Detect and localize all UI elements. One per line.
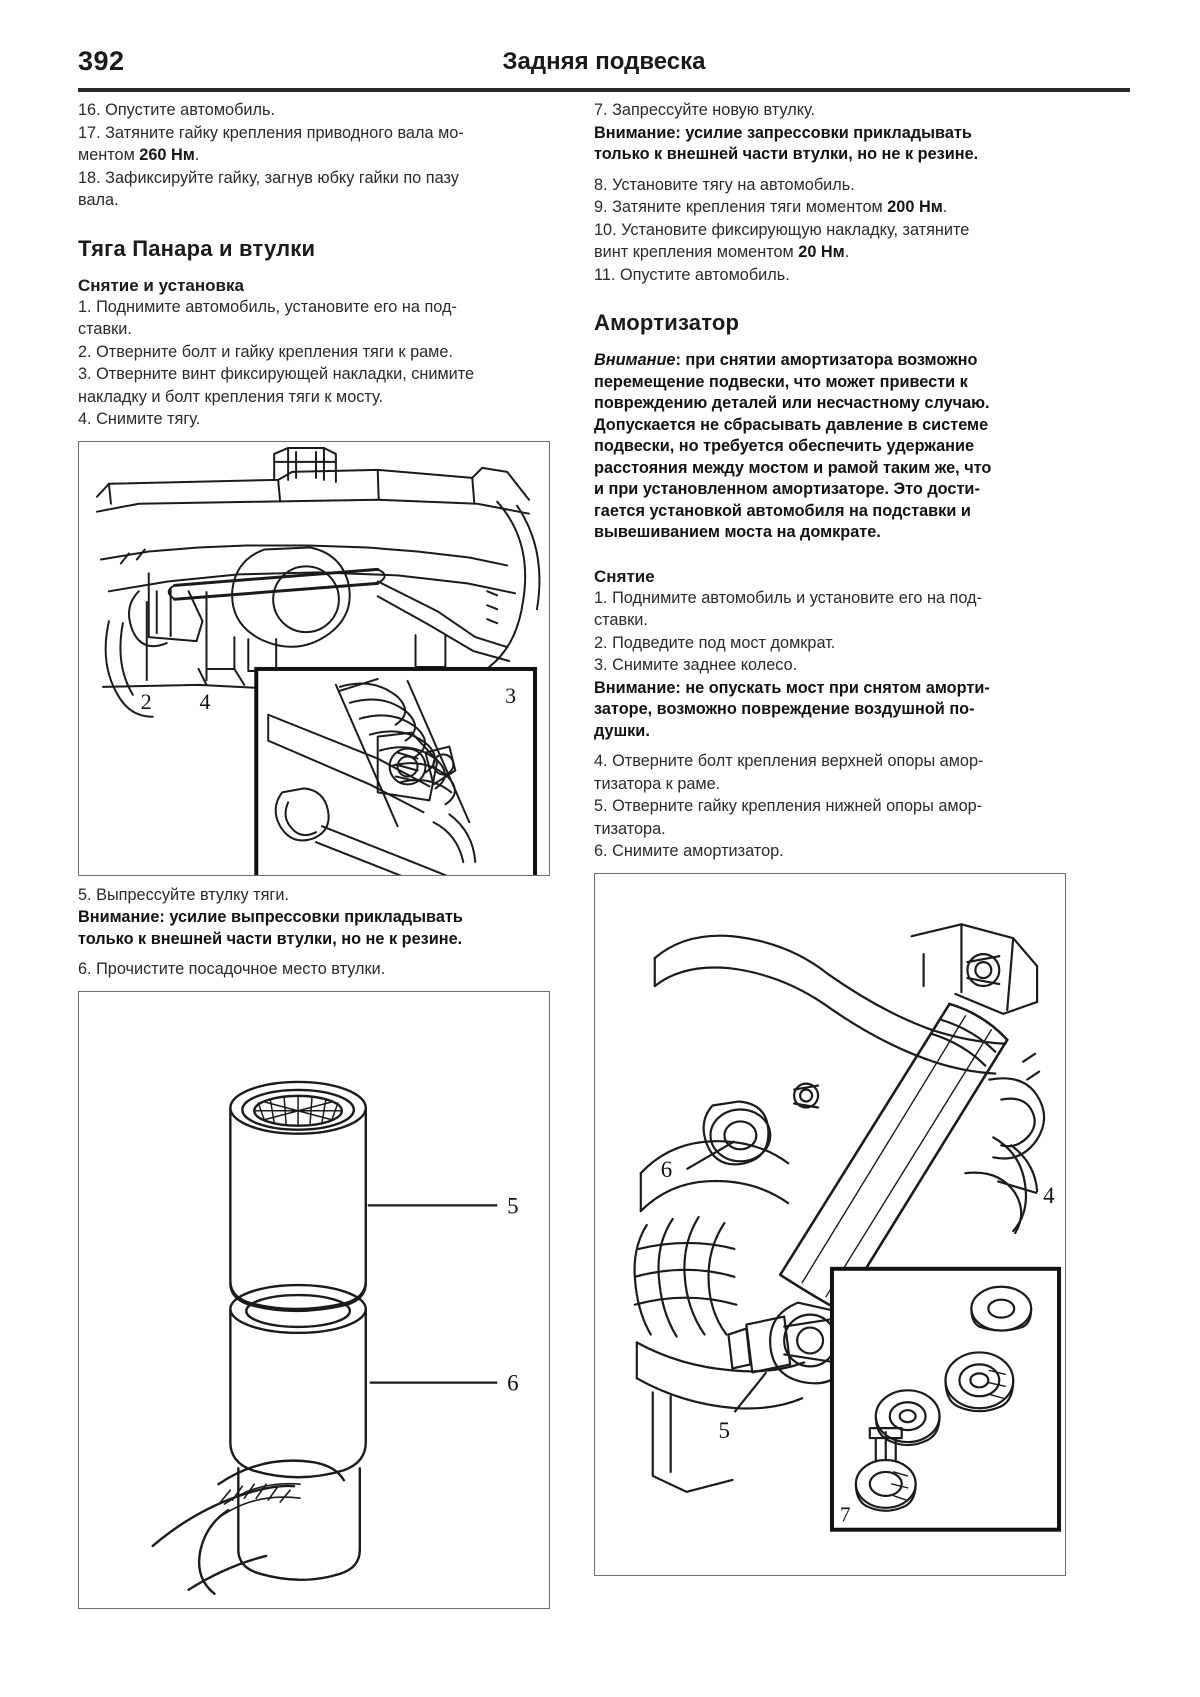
warning-shock-line4: Допускается не сбрасывать давление в системе (594, 415, 989, 434)
warning-shock-line5: подвески, но требуется обеспечить удержание (594, 437, 975, 455)
panhard-step-8: 8. Установите тягу на автомобиль. (594, 175, 855, 194)
warning-shock-line9: вывешиванием моста на домкрате. (594, 523, 881, 541)
warning-press-in-line2: только к внешней части втулки, но не к резине. (594, 145, 979, 163)
warning-label: Внимание (594, 351, 676, 369)
shock-step-5-line2: тизатора. (594, 819, 666, 838)
shock-step-5-line1: 5. Отверните гайку крепления нижней опоры амор- (594, 797, 983, 815)
panhard-step-3-line2: накладку и болт крепления тяги к мосту. (78, 387, 384, 406)
step-18-line1: 18. Зафиксируйте гайку, загнув юбку гайки по пазу (78, 168, 459, 187)
warning-shock-line7: и при установленном амортизаторе. Это дости- (594, 480, 980, 498)
warning-axle-line3: душки. (594, 721, 650, 740)
warning-shock-line1 (594, 350, 1066, 372)
panhard-step-1-line1: 1. Поднимите автомобиль, установите его на под- (78, 297, 457, 316)
warning-shock-line2: перемещение подвески, что может привести к (594, 372, 968, 391)
warning-shock-text-1: : при снятии амортизатора возможно (675, 351, 978, 369)
subheading-removal-install: Снятие и установка (78, 275, 244, 295)
two-column-body (78, 100, 1130, 1697)
warning-shock-line6: расстояния между мостом и рамой таким же, что (594, 458, 992, 477)
page-title: Задняя подвеска (502, 48, 706, 75)
page-header (78, 46, 1130, 90)
panhard-step-1-line2: ставки. (78, 320, 132, 338)
panhard-step-10-line1: 10. Установите фиксирующую накладку, затяните (594, 220, 970, 239)
panhard-step-9 (594, 197, 1066, 219)
step-10-period: . (844, 243, 850, 261)
callout-2: 2 (140, 688, 152, 714)
step-17-line1: 17. Затяните гайку крепления приводного вала мо- (78, 123, 464, 142)
warning-shock-line3: повреждению деталей или несчастному случаю. (594, 394, 990, 412)
panhard-step-5: 5. Выпрессуйте втулку тяги. (78, 885, 289, 904)
callout-7: 7 (839, 1502, 851, 1527)
shock-step-1-line2: ставки. (594, 611, 648, 629)
shock-step-6: 6. Снимите амортизатор. (594, 842, 784, 860)
shock-step-4-line1: 4. Отверните болт крепления верхней опоры амор- (594, 752, 984, 770)
figure-panhard-rod-mounting (78, 441, 550, 876)
torque-20: 20 Нм (798, 243, 845, 261)
panhard-step-4: 4. Снимите тягу. (78, 410, 201, 428)
callout-6: 6 (660, 1156, 673, 1182)
torque-200: 200 Нм (887, 198, 943, 216)
callout-5: 5 (718, 1417, 730, 1443)
shock-step-4-line2: тизатора к раме. (594, 774, 721, 793)
page-number: 392 (78, 46, 125, 76)
callout-3: 3 (505, 682, 517, 708)
warning-axle-line1: Внимание: не опускать мост при снятом аморти- (594, 678, 990, 697)
subheading-removal: Снятие (594, 566, 655, 586)
panhard-step-6: 6. Прочистите посадочное место втулки. (78, 960, 386, 978)
step-16: 16. Опустите автомобиль. (78, 101, 275, 119)
panhard-step-10-line2 (594, 242, 1066, 264)
torque-260: 260 Нм (139, 146, 195, 164)
panhard-step-3-line1: 3. Отверните винт фиксирующей накладки, снимите (78, 365, 475, 383)
panhard-step-11: 11. Опустите автомобиль. (594, 265, 790, 284)
step-10-text: винт крепления моментом (594, 243, 799, 261)
step-17-period: . (194, 146, 200, 164)
callout-4: 4 (1043, 1182, 1055, 1208)
shock-step-3: 3. Снимите заднее колесо. (594, 656, 798, 674)
shock-step-1-line1: 1. Поднимите автомобиль и установите его на под- (594, 588, 982, 607)
left-column (78, 100, 550, 1697)
panhard-step-2: 2. Отверните болт и гайку крепления тяги к раме. (78, 342, 453, 361)
warning-press-in-line1: Внимание: усилие запрессовки прикладывать (594, 123, 972, 142)
panhard-step-7: 7. Запрессуйте новую втулку. (594, 101, 816, 119)
warning-shock-line8: гается установкой автомобиля на подставки и (594, 501, 971, 520)
callout-5: 5 (507, 1192, 519, 1218)
section-heading-shock-absorber: Амортизатор (594, 310, 740, 335)
step-17-line2 (78, 145, 550, 167)
callout-4: 4 (199, 688, 211, 714)
section-heading-panhard: Тяга Панара и втулки (78, 235, 316, 261)
warning-axle-line2: заторе, возможно повреждение воздушной по- (594, 700, 975, 718)
figure-shock-absorber (594, 873, 1066, 1576)
step-9-period: . (942, 198, 948, 216)
right-column (594, 100, 1066, 1697)
warning-press-out-line2: только к внешней части втулки, но не к резине. (78, 929, 463, 948)
step-18-line2: вала. (78, 191, 119, 209)
callout-6: 6 (507, 1370, 519, 1396)
header-rule (78, 88, 1130, 92)
step-9-text: 9. Затяните крепления тяги моментом (594, 198, 888, 216)
shock-step-2: 2. Подведите под мост домкрат. (594, 633, 836, 652)
step-17-text: ментом (78, 146, 140, 164)
figure-bushing-press-out (78, 991, 550, 1609)
warning-press-out-line1: Внимание: усилие выпрессовки прикладывать (78, 908, 463, 926)
